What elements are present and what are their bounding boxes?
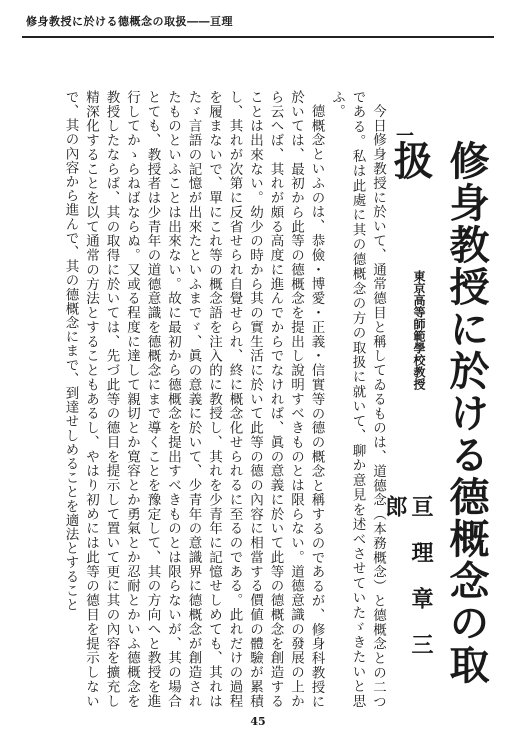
running-head-text: 修身教授に於ける德概念の取扱――亘理 xyxy=(26,15,233,28)
article-title: 修身教授に於ける德概念の取扱 xyxy=(387,140,490,686)
body-text xyxy=(24,90,388,708)
running-head xyxy=(26,10,490,32)
page-body xyxy=(24,50,494,710)
header-rule xyxy=(22,36,494,38)
paragraph: 德概念といふのは、恭儉・博愛・正義・信實等の德の概念と稱するのであるが、修身科教授に於いては、最初から此等の德概念を提出し說明すべきものとは限らない。道德意識の發展の上から云へば、其れが頗る高度に進んでからでなければ、眞の意義に於いて此等の德概念を創造することは出來ない。幼少の時から其の實生活に於いて此等の德の內容に相當する價値の體驗が累積し、其れが次第に反省せられ自覺せられ、終に概念化せられるに至るのである。此れだけの過程を履まないで、單にこれ等の概念語を注入的に教授し、其れを少青年に記憶せしめても、其れはたゞ言語の記憶が出來たといふまでゞ、眞の意義に於いて、少青年の意識界に德概念が創造されたものといふことは出來ない。故に最初から德概念を提出すべきものとは限らないが、其の場合とても、教授者は少青年の道德意識を德概念にまで導くことを豫定して、其の方向へと教授を進行してかゝらねばならぬ。又或る程度に達して親切とか寛容とか勇氣とか忍耐とかいふ德概念を教授したならば、其の取得に於いては、先づ此等の德目を提示して置いて更に其の內容を擴充し精深化することを以て通常の方法とすることもあるし、やはり初めには此等の德目を提示しないで、其の內容から進んで、其の德概念にまで、到達せしめることを適法とすること xyxy=(62,90,325,708)
author-name: 亘理章三郎 xyxy=(382,495,434,679)
page-number: 45 xyxy=(250,715,266,728)
paragraph: 今日修身教授に於いて、通常德目と稱してゐるものは、道德念（本務概念）と德概念との二つである。私は此處に其の德概念の方の取扱に就いて、聊か意見を述べさせていたゞきたいと思ふ。 xyxy=(329,90,386,708)
author-affiliation: 東京高等師範學校教授 xyxy=(412,270,426,390)
section-mark: 一 xyxy=(393,126,414,144)
